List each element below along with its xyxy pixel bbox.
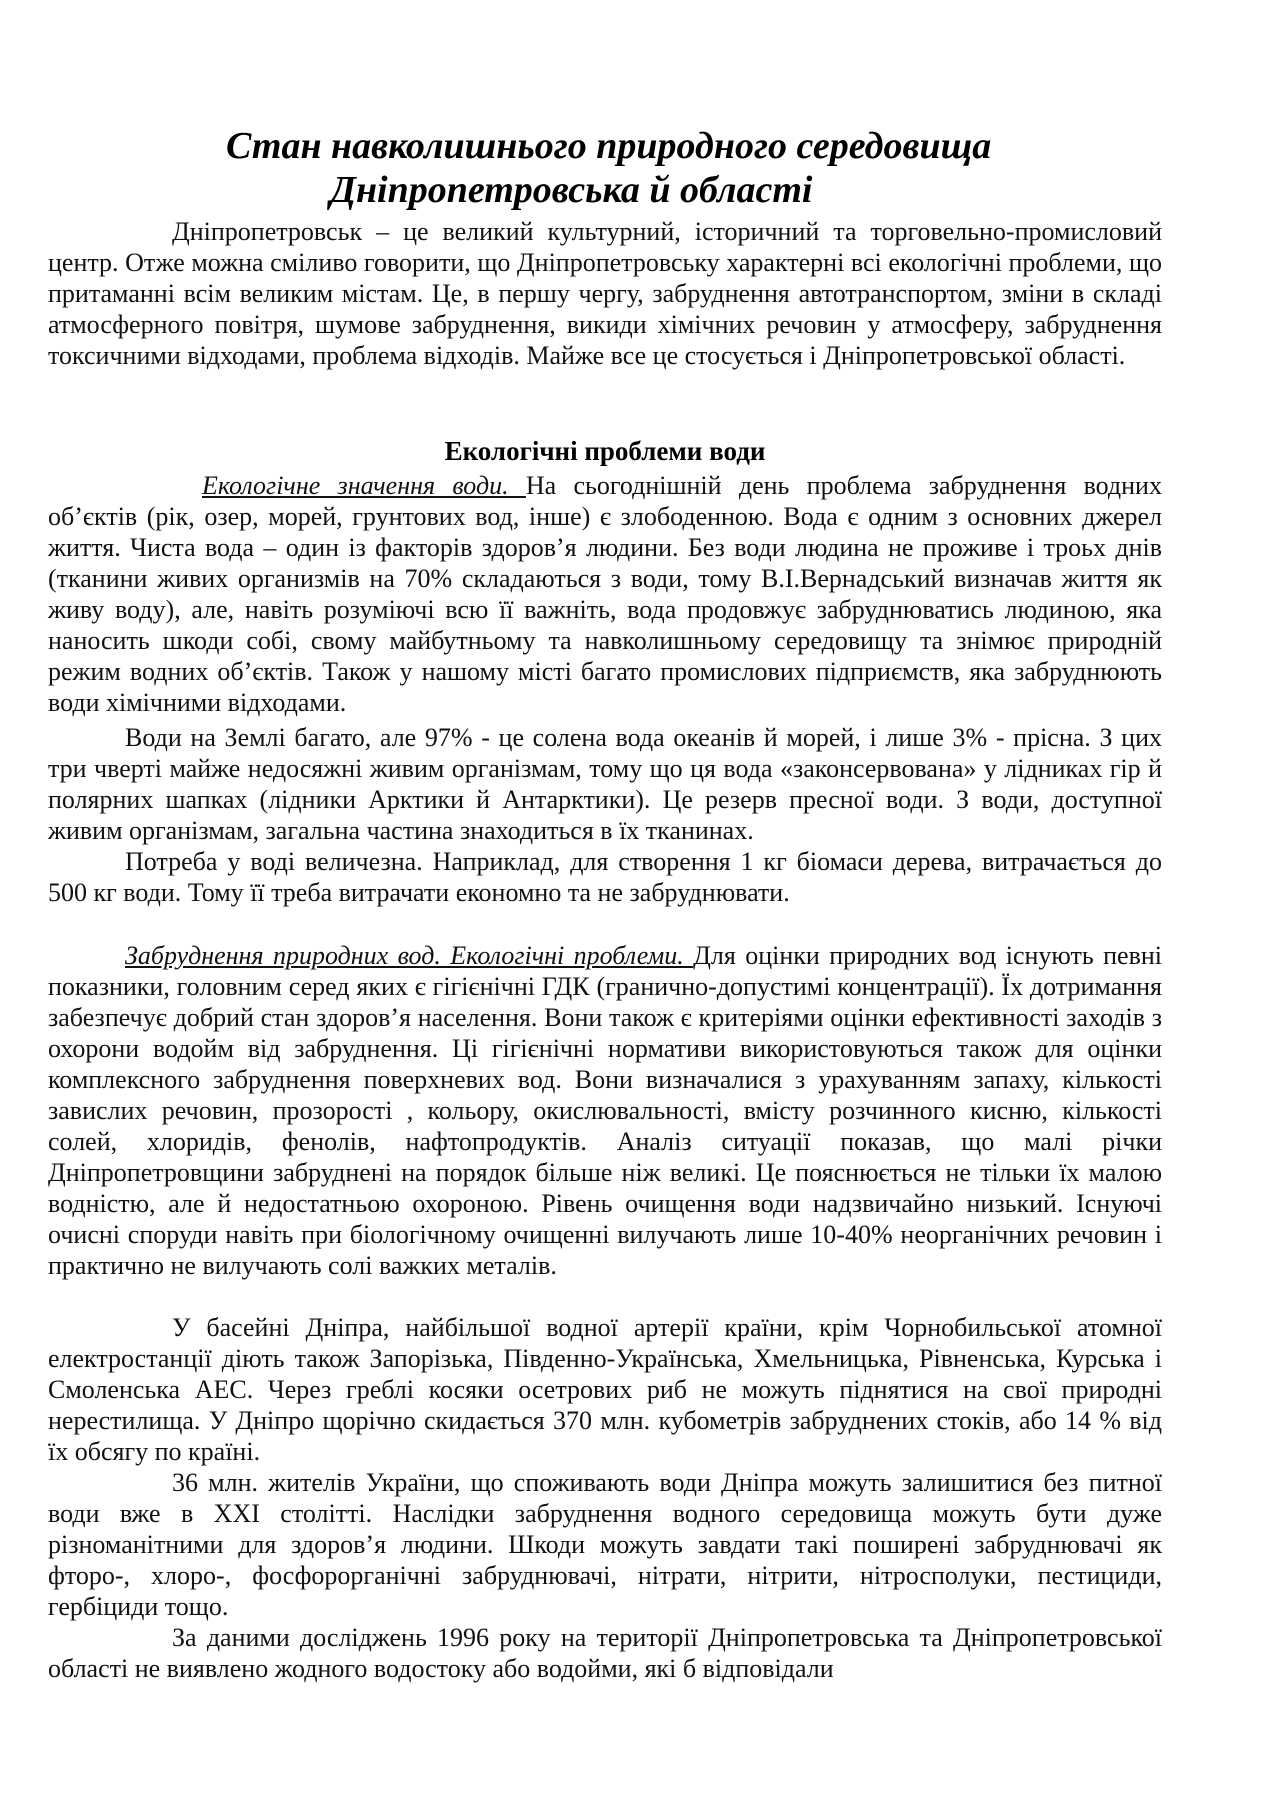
study-1996-paragraph: За даними досліджень 1996 року на території Дніпропетровська та Дніпропетровської області не виявлено жодного водостоку або водойми, які б відповідали	[48, 1623, 1162, 1683]
water-earth-paragraph: Води на Землі багато, але 97% - це солена вода океанів й морей, і лише 3% - прісна. З цих три чверті майже недосяжні живим організмам, тому що ця вода «законсервована» у лідниках гір й полярних шапках (лідники Арктики й Антарктики). Це резерв пресної води. З води, доступної живим організмам, загальна частина знаходиться в їх тканинах.	[48, 723, 1162, 845]
water-value-text: На сьогоднішній день проблема забруднення водних об’єктів (рік, озер, морей, грунтових вод, інше) є злободенною. Вода є одним з основних джерел життя. Чиста вода – один із факторів здоров’я людини. Без води людина не проживе і троьх днів (тканини живих организмів на 70% складаються з води, тому В.І.Вернадський визначав життя як живу воду), але, навіть розуміючі всю її важніть, вода продовжує забруднюватись людиною, яка наносить шкоди собі, свому майбутньому та навколишньому середовищу та знімює природній режим водних об’єктів. Також у нашому місті багато промислових підприємств, яка забруднюють води хімічними відходами.	[48, 471, 1162, 717]
pollution-paragraph	[48, 940, 1162, 1281]
water-need-paragraph: Потреба у воді величезна. Наприклад, для створення 1 кг біомаси дерева, витрачається до 500 кг води. Тому її треба витрачати економно та не забруднювати.	[48, 847, 1162, 907]
water-value-lead: Екологічне значення води.	[202, 471, 526, 500]
pollution-text: Для оцінки природних вод існують певні показники, головним серед яких є гігієнічні ГДК (гранично-допустимі концентрації). Їх дотримання забезпечує добрий стан здоров’я населення. Вони також є критеріями оцінки ефективності заходів з охорони водойм від забруднення. Ці гігієнічні нормативи використовуються також для оцінки комплексного забруднення поверхневих вод. Вони визначалися з урахуванням запаху, кількості завислих речовин, прозорості , кольору, окислювальності, вмісту розчинного кисню, кількості солей, хлоридів, фенолів, нафтопродуктів. Аналіз ситуації показав, що малі річки Дніпропетровщини забруднені на порядок більше ніж великі. Це пояснюється не тільки їх малою водністю, але й недостатньою охороною. Рівень очищення води надзвичайно низький. Існуючі очисні споруди навіть при біологічному очищенні вилучають лише 10-40% неорганічних речовин і практично не вилучають солі важких металів.	[48, 941, 1162, 1280]
water-value-paragraph	[48, 470, 1162, 718]
pollution-lead: Забруднення природних вод. Екологічні проблеми.	[125, 941, 694, 970]
residents-paragraph: 36 млн. жителів України, що споживають води Дніпра можуть залишитися без питної води вже в XXI столітті. Наслідки забруднення водного середовища можуть бути дуже різноманітними для здоров’я людини. Шкоди можуть завдати такі поширені забруднювачі як фторо-, хлоро-, фосфорорганічні забруднювачі, нітрати, нітрити, нітросполуки, пестициди, гербіциди тощо.	[48, 1468, 1162, 1621]
dnipro-basin-paragraph: У басейні Дніпра, найбільшої водної артерії країни, крім Чорнобильської атомної електростанції діють також Запорізька, Південно-Українська, Хмельницька, Рівненська, Курська і Смоленська АЕС. Через греблі косяки осетрових риб не можуть піднятися на свої природні нерестилища. У Дніпро щорічно скидається 370 млн. кубометрів забруднених стоків, або 14 % від їх обсягу по країні.	[48, 1313, 1162, 1466]
document-title-line-1: Стан навколишнього природного середовища	[226, 125, 992, 167]
section-heading-water: Екологічні проблеми води	[444, 436, 766, 466]
intro-paragraph: Дніпропетровськ – це великий культурний, історичний та торговельно-промисловий центр. Отже можна сміливо говорити, що Дніпропетровську характерні всі екологічні проблеми, що притаманні всім великим містам. Це, в першу чергу, забруднення автотранспортом, зміни в складі атмосферного повітря, шумове забруднення, викиди хімічних речовин у атмосферу, забруднення токсичними відходами, проблема відходів. Майже все це стосується і Дніпропетровської області.	[48, 217, 1162, 370]
document-title-line-2: Дніпропетровська й області	[330, 169, 813, 211]
